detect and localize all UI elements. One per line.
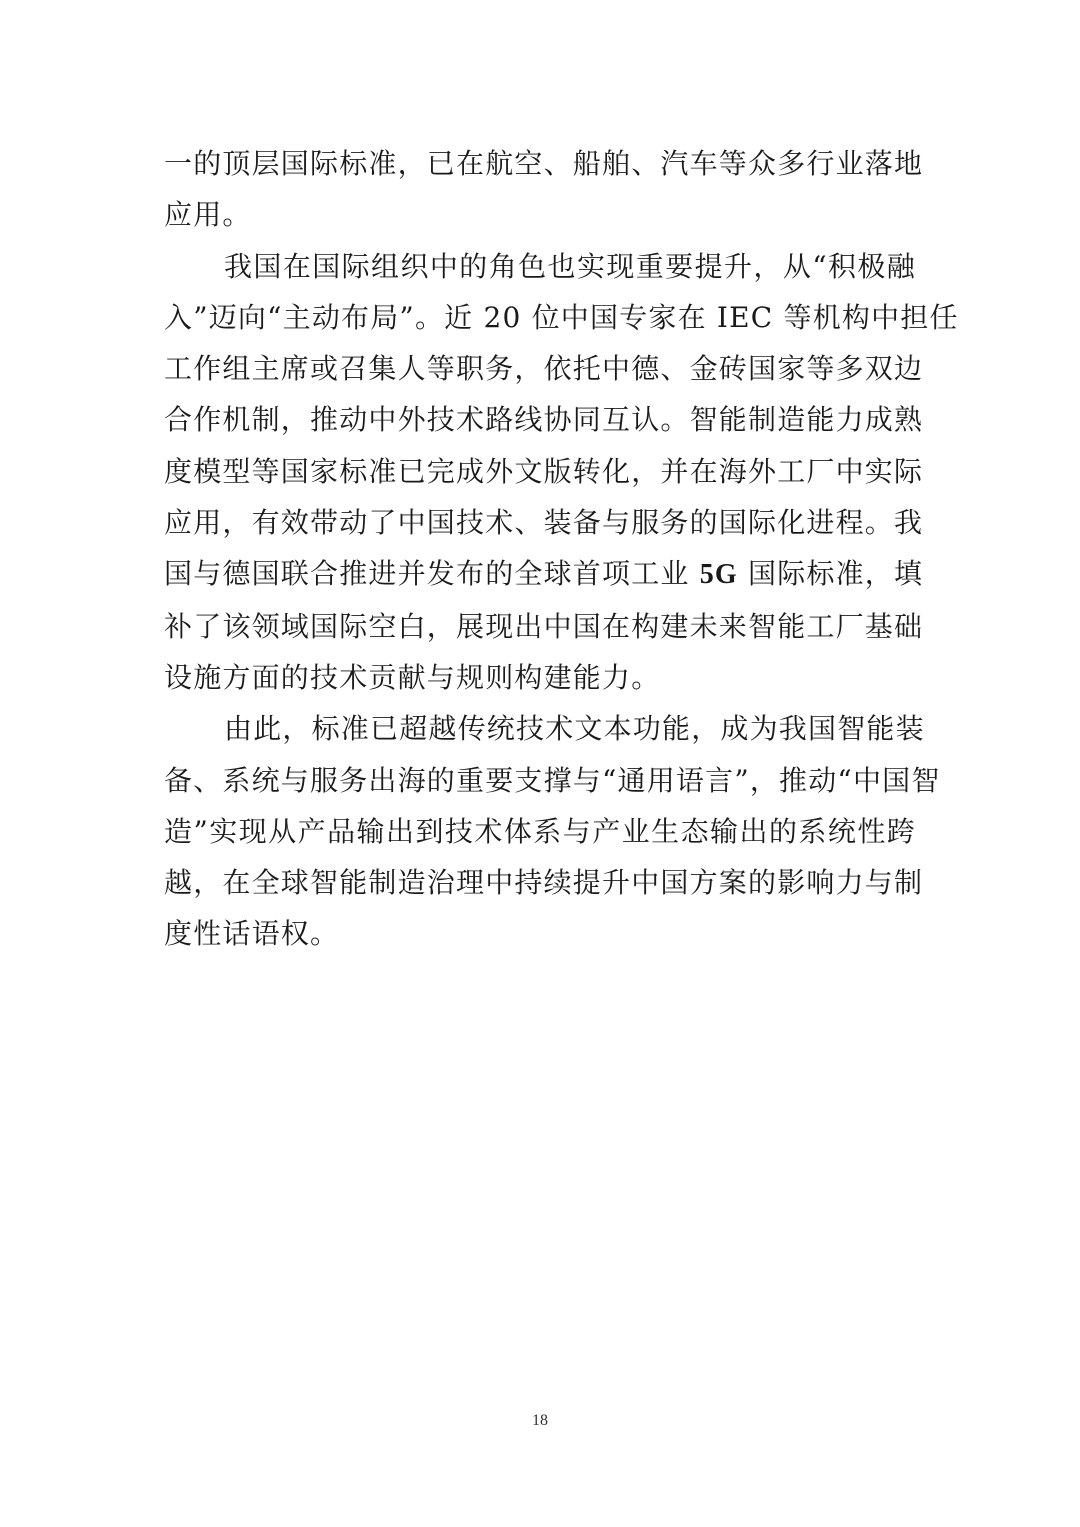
bold-text: 5G [699,559,738,591]
text-line-with-bold: 国与德国联合推进并发布的全球首项工业 5G 国际标准，填 [164,557,924,591]
text-line: 设施方面的技术贡献与规则构建能力。 [164,660,661,694]
text-line: 度模型等国家标准已完成外文版转化，并在海外工厂中实际 [164,454,924,488]
paragraph-1 [164,138,924,241]
paragraph-2 [164,241,959,704]
text-line: 入”迈向“主动布局”。近 20 位中国专家在 IEC 等机构中担任 [164,300,959,334]
text-line: 备、系统与服务出海的重要支撑与“通用语言”，推动“中国智 [164,763,941,797]
text-line: 工作组主席或召集人等职务，依托中德、金砖国家等多双边 [164,352,924,386]
page-number: 18 [532,1412,548,1429]
text-line: 我国在国际组织中的角色也实现重要提升，从“积极融 [224,249,916,283]
text-line: 应用。 [164,198,252,232]
text-line: 应用，有效带动了中国技术、装备与服务的国际化进程。我 [164,506,924,540]
text-line: 一的顶层国际标准，已在航空、船舶、汽车等众多行业落地 [164,147,924,180]
text-line: 度性话语权。 [164,917,340,951]
paragraph-3 [164,703,941,959]
text-line: 补了该领域国际空白，展现出中国在构建未来智能工厂基础 [164,609,924,643]
text-line: 由此，标准已超越传统技术文本功能，成为我国智能装 [224,712,925,746]
body-text [164,138,959,960]
text-line: 合作机制，推动中外技术路线协同互认。智能制造能力成熟 [164,403,924,437]
text-line: 越，在全球智能制造治理中持续提升中国方案的影响力与制 [164,866,924,900]
text-line: 造”实现从产品输出到技术体系与产业生态输出的系统性跨 [164,814,916,848]
